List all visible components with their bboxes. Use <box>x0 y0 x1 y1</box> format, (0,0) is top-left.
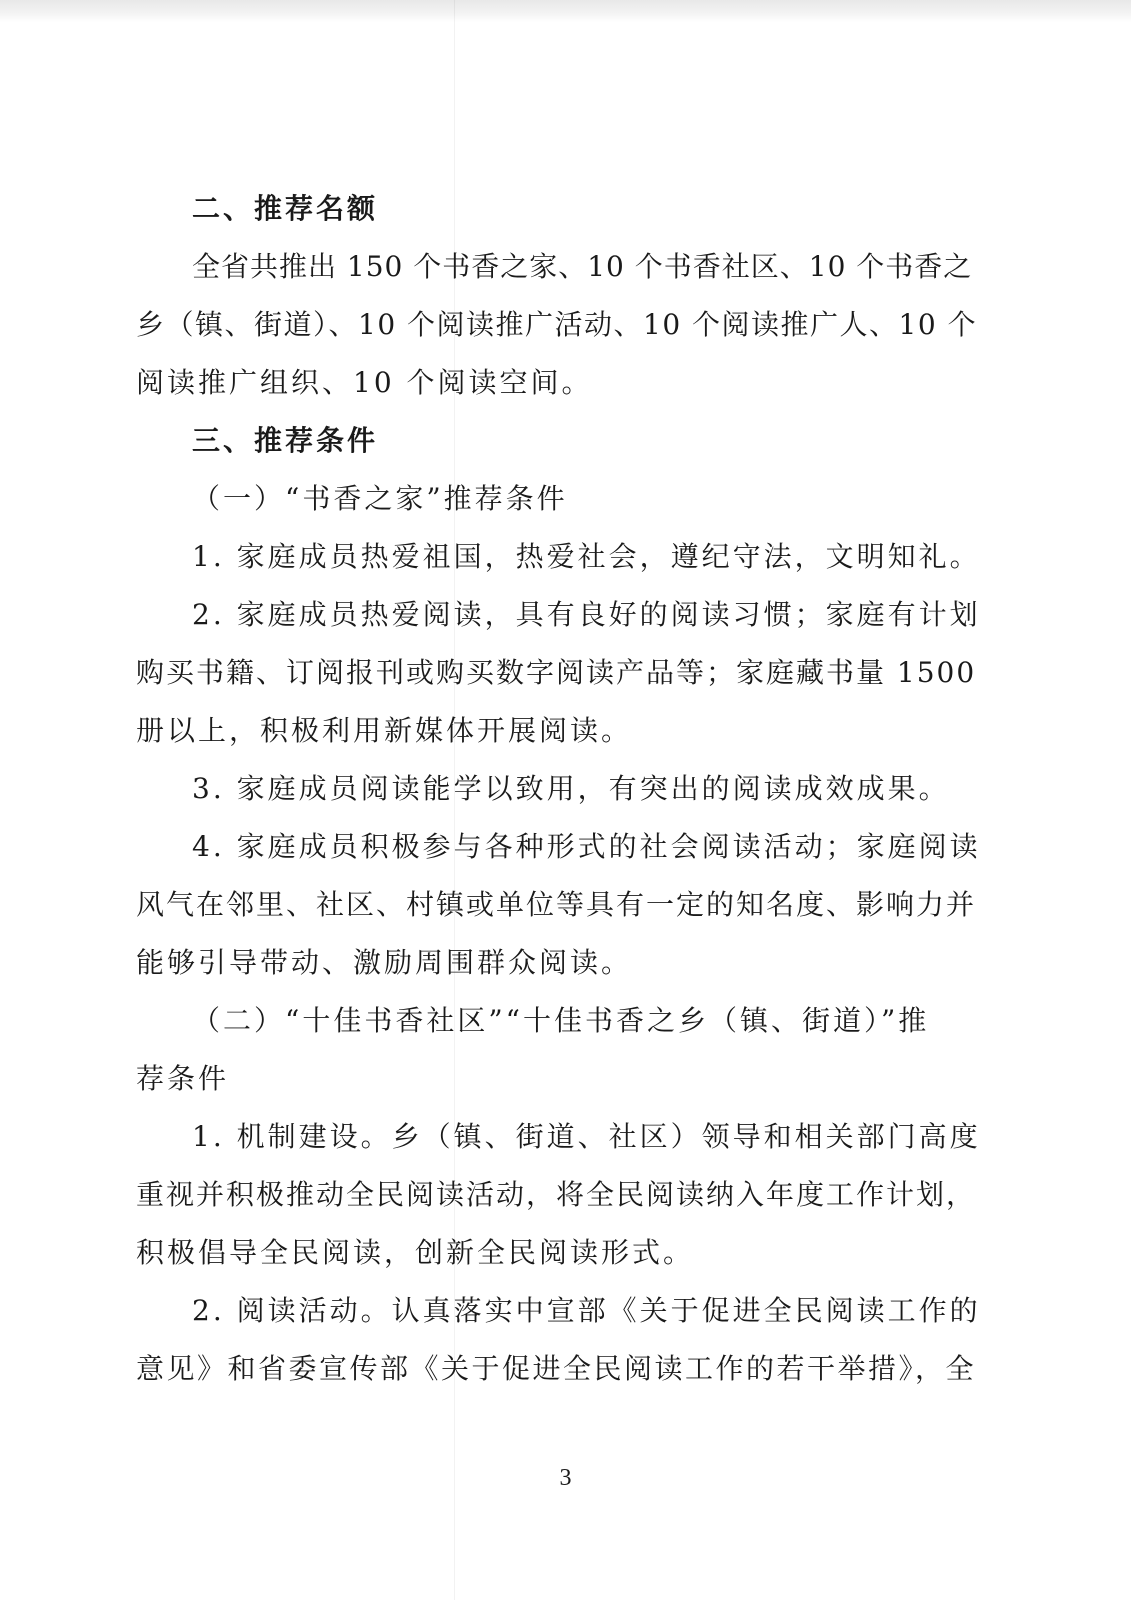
paragraph-line: 乡（镇、街道）、10 个阅读推广活动、10 个阅读推广人、10 个 <box>136 308 978 341</box>
subsection-heading-shuxiang-family: （一）“书香之家”推荐条件 <box>192 482 568 515</box>
section-heading-recommend-quota: 二、推荐名额 <box>192 192 379 225</box>
paragraph-line: 4. 家庭成员积极参与各种形式的社会阅读活动；家庭阅读 <box>192 830 981 863</box>
subsection-heading-shuxiang-community: （二）“十佳书香社区”“十佳书香之乡（镇、街道）”推 <box>192 1004 930 1037</box>
paragraph-line: 1. 家庭成员热爱祖国，热爱社会，遵纪守法，文明知礼。 <box>192 540 981 573</box>
paragraph-line: 2. 阅读活动。认真落实中宣部《关于促进全民阅读工作的 <box>192 1294 981 1327</box>
paragraph-line: 风气在邻里、社区、村镇或单位等具有一定的知名度、影响力并 <box>136 888 977 921</box>
paragraph-line: 意见》和省委宣传部《关于促进全民阅读工作的若干举措》，全 <box>136 1352 977 1385</box>
paragraph-line: 1. 机制建设。乡（镇、街道、社区）领导和相关部门高度 <box>192 1120 981 1153</box>
paragraph-line: 能够引导带动、激励周围群众阅读。 <box>136 946 633 979</box>
paragraph-line: 2. 家庭成员热爱阅读，具有良好的阅读习惯；家庭有计划 <box>192 598 981 631</box>
paragraph-line: 重视并积极推动全民阅读活动，将全民阅读纳入年度工作计划， <box>136 1178 977 1211</box>
paragraph-line: 购买书籍、订阅报刊或购买数字阅读产品等；家庭藏书量 1500 <box>136 656 977 689</box>
section-heading-recommend-conditions: 三、推荐条件 <box>192 424 379 457</box>
paragraph-line: 3. 家庭成员阅读能学以致用，有突出的阅读成效成果。 <box>192 772 950 805</box>
scan-top-edge <box>0 0 1131 22</box>
paragraph-line: 册以上，积极利用新媒体开展阅读。 <box>136 714 633 747</box>
paragraph-line: 全省共推出 150 个书香之家、10 个书香社区、10 个书香之 <box>192 250 973 283</box>
paragraph-line: 阅读推广组织、10 个阅读空间。 <box>136 366 593 399</box>
document-body <box>136 180 984 1398</box>
paragraph-line: 荐条件 <box>136 1062 230 1095</box>
paragraph-line: 积极倡导全民阅读，创新全民阅读形式。 <box>136 1236 695 1269</box>
page-number: 3 <box>559 1465 572 1491</box>
